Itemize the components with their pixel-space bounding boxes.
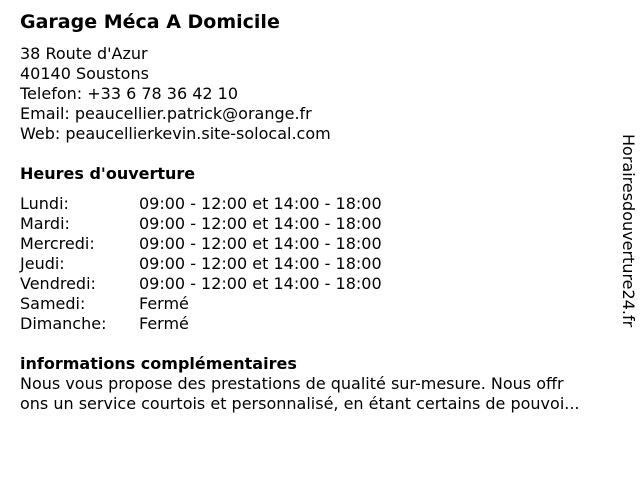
hours-row-monday [20,194,382,214]
info-description [20,374,630,414]
hours-row-wednesday [20,234,382,254]
site-watermark: Horairesdouverture24.fr [619,134,638,328]
hours-heading: Heures d'ouverture [20,164,196,183]
hours-row-saturday [20,294,382,314]
web-line: Web: peaucellierkevin.site-solocal.com [20,124,331,143]
time-value: 09:00 - 12:00 et 14:00 - 18:00 [139,274,382,293]
time-value: 09:00 - 12:00 et 14:00 - 18:00 [139,234,382,253]
day-label: Jeudi: [20,254,65,273]
info-line: ons un service courtois et personnalisé, en étant certains de pouvoi... [20,394,580,413]
hours-table [20,194,382,334]
day-label: Lundi: [20,194,69,213]
info-line: Nous vous propose des prestations de qualité sur-mesure. Nous offr [20,374,564,393]
time-value: 09:00 - 12:00 et 14:00 - 18:00 [139,254,382,273]
info-heading: informations complémentaires [20,354,297,373]
contact-block [20,44,331,144]
phone-line: Telefon: +33 6 78 36 42 10 [20,84,239,103]
day-label: Dimanche: [20,314,107,333]
hours-row-sunday [20,314,382,334]
email-line: Email: peaucellier.patrick@orange.fr [20,104,312,123]
day-label: Mercredi: [20,234,95,253]
address-line: 38 Route d'Azur [20,44,148,63]
time-value: Fermé [139,294,189,313]
day-label: Samedi: [20,294,86,313]
hours-row-thursday [20,254,382,274]
time-value: 09:00 - 12:00 et 14:00 - 18:00 [139,214,382,233]
time-value: Fermé [139,314,189,333]
day-label: Vendredi: [20,274,96,293]
hours-row-friday [20,274,382,294]
time-value: 09:00 - 12:00 et 14:00 - 18:00 [139,194,382,213]
business-name: Garage Méca A Domicile [20,11,280,33]
day-label: Mardi: [20,214,70,233]
postal-city: 40140 Soustons [20,64,149,83]
hours-row-tuesday [20,214,382,234]
